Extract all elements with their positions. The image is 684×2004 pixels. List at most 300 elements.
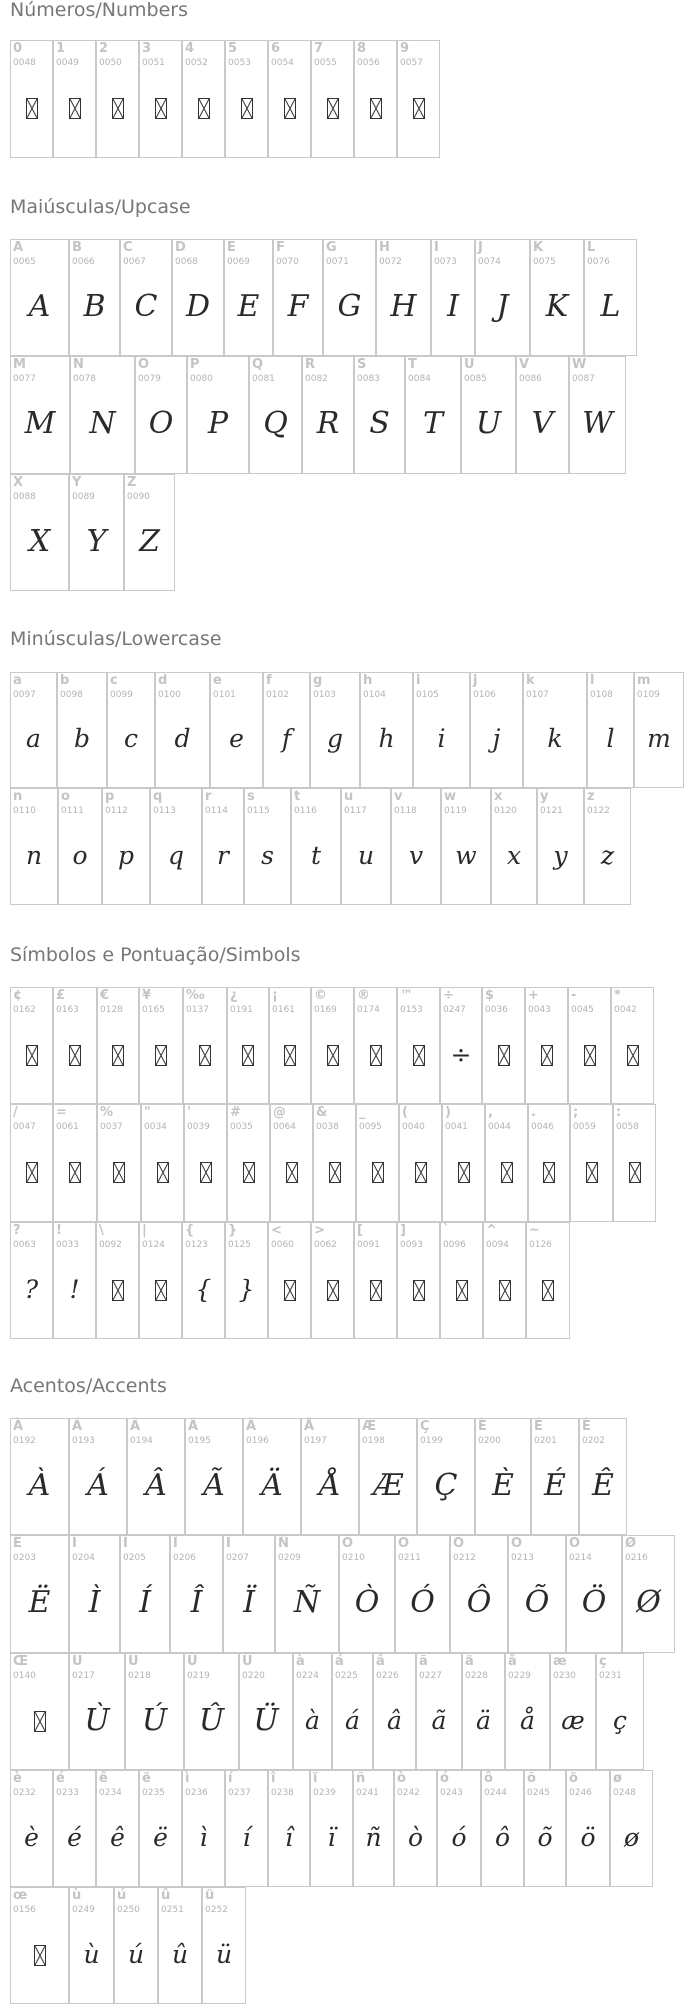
glyph-sample: Ì (88, 1585, 101, 1620)
character-label: w (444, 789, 457, 804)
glyph-cell (182, 1770, 225, 1887)
character-code: 0068 (175, 257, 198, 267)
glyph-cell (394, 1770, 437, 1887)
glyph-cell (441, 788, 491, 905)
character-label: £ (56, 988, 66, 1003)
glyph-sample: à (305, 1706, 320, 1735)
missing-glyph-icon (26, 98, 38, 119)
character-code: 0113 (153, 806, 176, 816)
glyph-cell (170, 1535, 223, 1653)
character-label: P (190, 357, 200, 372)
character-label: | (142, 1223, 147, 1238)
glyph-sample: ö (580, 1823, 596, 1852)
glyph-cell (10, 1222, 53, 1339)
glyph-cell (102, 788, 150, 905)
glyph-sample: ? (24, 1275, 39, 1304)
missing-glyph-icon (327, 98, 339, 119)
character-code: 0227 (419, 1671, 442, 1681)
glyph-cell (570, 1104, 613, 1222)
glyph-sample: t (310, 841, 322, 870)
character-label: u (344, 789, 354, 804)
missing-glyph-icon (541, 1045, 553, 1066)
character-code: 0098 (60, 690, 83, 700)
glyph-cell (302, 356, 354, 474)
glyph-cell (10, 474, 69, 591)
glyph-cell (124, 474, 175, 591)
glyph-cell (96, 1770, 139, 1887)
character-label: * (614, 988, 621, 1003)
glyph-cell (610, 1770, 653, 1887)
glyph-sample: õ (537, 1823, 553, 1852)
character-code: 0249 (72, 1905, 95, 1915)
glyph-sample: j (492, 724, 501, 753)
character-code: 0200 (478, 1436, 501, 1446)
glyph-sample: Ô (466, 1585, 492, 1620)
missing-glyph-icon (498, 1045, 510, 1066)
character-label: ò (397, 1771, 406, 1786)
character-code: 0104 (363, 690, 386, 700)
character-code: 0213 (511, 1553, 534, 1563)
glyph-cell (525, 987, 568, 1104)
glyph-sample: Õ (524, 1585, 550, 1620)
glyph-cell (69, 239, 120, 356)
glyph-cell (440, 987, 482, 1104)
character-label: ã (419, 1654, 428, 1669)
glyph-cell (584, 788, 631, 905)
glyph-cell (127, 1418, 185, 1535)
glyph-cell (611, 987, 654, 1104)
character-label: h (363, 673, 373, 688)
missing-glyph-icon (286, 1162, 298, 1183)
character-label: / (13, 1105, 18, 1120)
glyph-sample: ã (431, 1706, 447, 1735)
character-label: Ã (188, 1419, 199, 1434)
missing-glyph-icon (112, 98, 124, 119)
glyph-cell (223, 1535, 275, 1653)
glyph-sample: ! (69, 1275, 80, 1304)
glyph-cell (10, 1418, 69, 1535)
character-label: ~ (529, 1223, 540, 1238)
character-code: 0115 (247, 806, 270, 816)
section-title: Maiúsculas/Upcase (10, 196, 191, 218)
glyph-sample: W (582, 406, 613, 441)
character-code: 0123 (185, 1240, 208, 1250)
glyph-cell (269, 987, 311, 1104)
missing-glyph-icon (499, 1280, 511, 1301)
character-label: Á (72, 1419, 83, 1434)
character-label: o (61, 789, 70, 804)
character-code: 0122 (587, 806, 610, 816)
glyph-cell (587, 672, 634, 788)
missing-glyph-icon (157, 1162, 169, 1183)
missing-glyph-icon (112, 1045, 124, 1066)
character-label: Y (72, 475, 82, 490)
character-label: ê (99, 1771, 108, 1786)
character-code: 0060 (271, 1240, 294, 1250)
glyph-cell (505, 1653, 550, 1770)
missing-glyph-icon (415, 1162, 427, 1183)
glyph-sample: G (337, 289, 362, 324)
glyph-cell (69, 1653, 125, 1770)
missing-glyph-icon (155, 1280, 167, 1301)
character-label: ñ (356, 1771, 366, 1786)
character-label: Ñ (278, 1536, 289, 1551)
glyph-cell (397, 987, 440, 1104)
character-label: Å (304, 1419, 315, 1434)
character-code: 0086 (519, 374, 542, 384)
character-label: ¥ (142, 988, 152, 1003)
character-code: 0112 (105, 806, 128, 816)
glyph-cell (526, 1222, 570, 1339)
character-label: Ú (128, 1654, 139, 1669)
character-label: œ (13, 1888, 28, 1903)
character-code: 0050 (99, 58, 122, 68)
glyph-cell (273, 239, 323, 356)
glyph-cell (10, 987, 53, 1104)
character-label: Â (130, 1419, 141, 1434)
glyph-cell (359, 1418, 417, 1535)
glyph-cell (227, 987, 269, 1104)
glyph-cell (182, 1222, 225, 1339)
glyph-sample: á (345, 1706, 360, 1735)
character-label: z (587, 789, 595, 804)
character-label: = (56, 1105, 67, 1120)
character-label: 6 (271, 41, 281, 56)
character-code: 0101 (213, 690, 236, 700)
character-label: t (294, 789, 301, 804)
character-code: 0066 (72, 257, 95, 267)
glyph-sample: L (600, 289, 621, 324)
character-code: 0211 (398, 1553, 421, 1563)
character-label: é (56, 1771, 65, 1786)
glyph-sample: y (553, 841, 568, 870)
glyph-cell (440, 1222, 483, 1339)
character-label: L (587, 240, 596, 255)
glyph-cell (10, 1104, 53, 1222)
character-label: } (228, 1223, 238, 1238)
character-label: è (13, 1771, 22, 1786)
character-label: í (228, 1771, 233, 1786)
character-label: Ø (625, 1536, 637, 1551)
character-code: 0163 (56, 1005, 79, 1015)
glyph-sample: r (217, 841, 229, 870)
glyph-cell (293, 1653, 332, 1770)
character-label: : (616, 1105, 622, 1120)
glyph-sample: S (369, 406, 390, 441)
character-label: ] (400, 1223, 406, 1238)
character-label: s (247, 789, 255, 804)
glyph-sample: æ (561, 1706, 585, 1735)
glyph-sample: ò (407, 1823, 424, 1852)
missing-glyph-icon (241, 98, 253, 119)
missing-glyph-icon (456, 1280, 468, 1301)
character-code: 0245 (527, 1788, 550, 1798)
character-label: Û (187, 1654, 198, 1669)
character-label: J (478, 240, 483, 255)
glyph-sample: n (25, 841, 43, 870)
glyph-sample: é (67, 1823, 82, 1852)
glyph-sample: ë (153, 1823, 168, 1852)
character-label: k (526, 673, 535, 688)
character-code: 0092 (99, 1240, 122, 1250)
glyph-cell (125, 1653, 184, 1770)
glyph-cell (485, 1104, 528, 1222)
glyph-cell (107, 672, 155, 788)
character-label: Ï (226, 1536, 231, 1551)
character-code: 0238 (271, 1788, 294, 1798)
glyph-cell (184, 1653, 239, 1770)
missing-glyph-icon (284, 1045, 296, 1066)
character-code: 0108 (590, 690, 613, 700)
glyph-cell (354, 40, 397, 158)
glyph-sample: s (261, 841, 274, 870)
character-code: 0137 (186, 1005, 209, 1015)
glyph-cell (311, 987, 354, 1104)
character-code: 0243 (440, 1788, 463, 1798)
missing-glyph-icon (413, 98, 425, 119)
glyph-sample: R (316, 406, 340, 441)
character-code: 0233 (56, 1788, 79, 1798)
character-label: æ (553, 1654, 567, 1669)
glyph-cell (301, 1418, 359, 1535)
character-label: G (326, 240, 337, 255)
glyph-sample: ä (476, 1706, 491, 1735)
character-label: Ô (453, 1536, 465, 1551)
glyph-sample: å (520, 1706, 535, 1735)
character-label: _ (359, 1105, 366, 1120)
character-label: v (394, 789, 403, 804)
glyph-cell (150, 788, 202, 905)
section-title: Símbolos e Pontuação/Simbols (10, 944, 301, 966)
glyph-cell (183, 987, 227, 1104)
character-code: 0121 (540, 806, 563, 816)
character-code: 0107 (526, 690, 549, 700)
glyph-cell (58, 788, 102, 905)
glyph-cell (524, 1770, 566, 1887)
glyph-cell (339, 1535, 395, 1653)
missing-glyph-icon (413, 1280, 425, 1301)
glyph-cell (185, 1418, 243, 1535)
glyph-cell (405, 356, 461, 474)
missing-glyph-icon (26, 1162, 38, 1183)
character-label: Ò (342, 1536, 354, 1551)
character-code: 0201 (534, 1436, 557, 1446)
character-label: ÷ (443, 988, 454, 1003)
missing-glyph-icon (242, 1045, 254, 1066)
glyph-sample: ü (215, 1940, 233, 1969)
glyph-sample: ê (110, 1823, 125, 1852)
glyph-sample: f (281, 724, 292, 753)
character-code: 0195 (188, 1436, 211, 1446)
glyph-cell (417, 1418, 475, 1535)
missing-glyph-icon (113, 1162, 125, 1183)
glyph-cell (96, 1222, 139, 1339)
glyph-sample: U (475, 406, 502, 441)
glyph-sample: Û (198, 1703, 225, 1738)
glyph-cell (53, 1104, 97, 1222)
character-code: 0124 (142, 1240, 165, 1250)
character-label: @ (273, 1105, 286, 1120)
character-label: S (357, 357, 367, 372)
character-code: 0037 (100, 1122, 123, 1132)
character-label: e (213, 673, 222, 688)
glyph-sample: x (506, 841, 522, 870)
glyph-cell (482, 987, 525, 1104)
character-label: i (416, 673, 421, 688)
missing-glyph-icon (200, 1162, 212, 1183)
character-code: 0039 (187, 1122, 210, 1132)
character-code: 0094 (486, 1240, 509, 1250)
character-code: 0209 (278, 1553, 301, 1563)
glyph-cell (481, 1770, 524, 1887)
character-label: ! (56, 1223, 62, 1238)
character-code: 0161 (272, 1005, 295, 1015)
glyph-cell (10, 1535, 69, 1653)
character-code: 0055 (314, 58, 337, 68)
character-code: 0220 (242, 1671, 265, 1681)
glyph-cell (239, 1653, 293, 1770)
character-label: # (230, 1105, 241, 1120)
glyph-sample: e (229, 724, 244, 753)
glyph-cell (268, 40, 311, 158)
glyph-sample: ñ (365, 1823, 382, 1852)
character-label: r (205, 789, 212, 804)
character-label: õ (527, 1771, 536, 1786)
glyph-cell (516, 356, 569, 474)
character-code: 0214 (569, 1553, 592, 1563)
glyph-cell (139, 987, 183, 1104)
glyph-cell (353, 1770, 394, 1887)
character-label: ; (573, 1105, 579, 1120)
character-label: b (60, 673, 70, 688)
character-code: 0165 (142, 1005, 165, 1015)
missing-glyph-icon (584, 1045, 596, 1066)
character-code: 0228 (465, 1671, 488, 1681)
character-code: 0234 (99, 1788, 122, 1798)
glyph-cell (462, 1653, 505, 1770)
character-code: 0237 (228, 1788, 251, 1798)
glyph-cell (508, 1535, 566, 1653)
character-label: > (314, 1223, 325, 1238)
glyph-sample: û (171, 1940, 189, 1969)
character-label: ü (205, 1888, 215, 1903)
glyph-cell (10, 788, 58, 905)
glyph-cell (470, 672, 523, 788)
glyph-cell (397, 40, 440, 158)
character-code: 0075 (533, 257, 556, 267)
character-label: + (528, 988, 539, 1003)
glyph-sample: Z (139, 524, 160, 559)
character-code: 0110 (13, 806, 36, 816)
glyph-sample: c (123, 724, 138, 753)
character-code: 0065 (13, 257, 36, 267)
character-label: q (153, 789, 163, 804)
character-label: ó (440, 1771, 449, 1786)
glyph-cell (275, 1535, 339, 1653)
character-label: f (266, 673, 272, 688)
character-code: 0119 (444, 806, 467, 816)
character-label: ? (13, 1223, 21, 1238)
character-label: { (185, 1223, 195, 1238)
glyph-cell (53, 987, 97, 1104)
character-code: 0072 (379, 257, 402, 267)
character-code: 0232 (13, 1788, 36, 1798)
glyph-sample: D (185, 289, 211, 324)
character-code: 0114 (205, 806, 228, 816)
glyph-sample: Æ (372, 1468, 404, 1503)
character-code: 0126 (529, 1240, 552, 1250)
character-code: 0117 (344, 806, 367, 816)
character-code: 0125 (228, 1240, 251, 1250)
character-code: 0034 (144, 1122, 167, 1132)
character-label: Ä (246, 1419, 257, 1434)
glyph-sample: K (545, 289, 569, 324)
glyph-cell (202, 1887, 246, 2004)
character-label: À (13, 1419, 24, 1434)
character-code: 0118 (394, 806, 417, 816)
section-title: Acentos/Accents (10, 1375, 167, 1397)
glyph-sample: h (378, 724, 395, 753)
glyph-sample: Y (86, 524, 107, 559)
glyph-sample: ù (83, 1940, 100, 1969)
glyph-sample: Å (319, 1468, 341, 1503)
missing-glyph-icon (284, 1280, 296, 1301)
glyph-cell (416, 1653, 462, 1770)
character-code: 0250 (117, 1905, 140, 1915)
character-label: j (473, 673, 478, 688)
character-code: 0076 (587, 257, 610, 267)
character-code: 0246 (569, 1788, 592, 1798)
character-code: 0052 (185, 58, 208, 68)
glyph-cell (569, 356, 626, 474)
missing-glyph-icon (155, 1045, 167, 1066)
character-label: 4 (185, 41, 195, 56)
missing-glyph-icon (501, 1162, 513, 1183)
glyph-cell (584, 239, 637, 356)
glyph-sample: T (422, 406, 443, 441)
character-code: 0203 (13, 1553, 36, 1563)
glyph-sample: N (89, 406, 116, 441)
character-label: n (13, 789, 23, 804)
character-label: î (271, 1771, 276, 1786)
glyph-sample: Î (190, 1585, 203, 1620)
character-code: 0035 (230, 1122, 253, 1132)
glyph-cell (613, 1104, 656, 1222)
glyph-sample: Ã (203, 1468, 225, 1503)
glyph-cell (210, 672, 263, 788)
character-code: 0087 (572, 374, 595, 384)
character-code: 0153 (400, 1005, 423, 1015)
glyph-sample: ø (623, 1823, 640, 1852)
character-code: 0217 (72, 1671, 95, 1681)
missing-glyph-icon (198, 98, 210, 119)
glyph-cell (10, 239, 69, 356)
glyph-cell (332, 1653, 373, 1770)
character-code: 0063 (13, 1240, 36, 1250)
character-label: 7 (314, 41, 324, 56)
glyph-cell (10, 1887, 69, 2004)
character-label: \ (99, 1223, 104, 1238)
character-code: 0251 (161, 1905, 184, 1915)
character-label: ë (142, 1771, 151, 1786)
character-code: 0036 (485, 1005, 508, 1015)
character-code: 0230 (553, 1671, 576, 1681)
glyph-sample: ì (199, 1823, 208, 1852)
character-code: 0206 (173, 1553, 196, 1563)
character-label: ô (484, 1771, 493, 1786)
glyph-cell (528, 1104, 570, 1222)
character-code: 0128 (100, 1005, 123, 1015)
